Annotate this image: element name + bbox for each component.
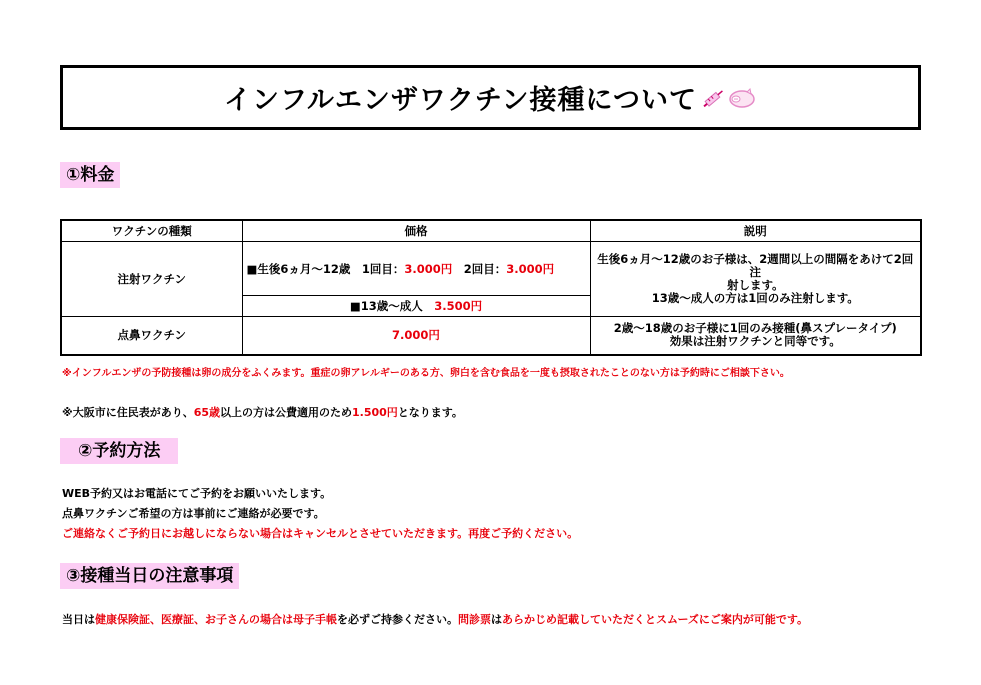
row-injection-price-adult: ■13歳～成人 3.500円 [242,296,590,317]
table-header-desc: 説明 [590,220,921,242]
row-injection-type: 注射ワクチン [61,242,242,317]
reservation-line-3: ご連絡なくご予約日にお越しにならない場合はキャンセルとさせていただきます。再度ご予約ください。 [62,527,579,540]
section-heading-reservation: ②予約方法 [60,438,178,464]
title-box [60,65,921,130]
section-heading-notes: ③接種当日の注意事項 [60,563,239,589]
notes-line: 当日は健康保険証、医療証、お子さんの場合は母子手帳を必ずご持参ください。問診票はあらかじめ記載していただくとスムーズにご案内が可能です。 [62,613,809,626]
row-nasal-desc: 2歳～18歳のお子様に1回のみ接種(鼻スプレータイプ) 効果は注射ワクチンと同等です。 [590,317,921,355]
reservation-line-1: WEB予約又はお電話にてご予約をお願いいたします。 [62,487,332,500]
row-nasal-type: 点鼻ワクチン [61,317,242,355]
table-header-type: ワクチンの種類 [61,220,242,242]
reservation-line-2: 点鼻ワクチンご希望の方は事前にご連絡が必要です。 [62,507,325,520]
price-table [60,219,922,356]
syringe-icon [701,87,727,109]
note-osaka: ※大阪市に住民表があり、65歳以上の方は公費適用のため1.500円となります。 [62,406,463,419]
page-title: インフルエンザワクチン接種について [223,85,698,116]
row-nasal-price: 7.000円 [242,317,590,355]
table-header-price: 価格 [242,220,590,242]
pig-icon [727,87,757,109]
section-heading-fee: ①料金 [60,162,120,188]
note-allergy: ※インフルエンザの予防接種は卵の成分をふくみます。重症の卵アレルギーのある方、卵白を含む食品を一度も摂取されたことのない方は予約時にご相談下さい。 [62,368,790,379]
row-injection-price-child: ■生後6ヵ月～12歳 1回目：3.000円 2回目：3.000円 [242,242,590,296]
row-injection-desc: 生後6ヵ月～12歳のお子様は、2週間以上の間隔をあけて2回注 射します。 13歳～成人の方は1回のみ注射します。 [590,242,921,317]
